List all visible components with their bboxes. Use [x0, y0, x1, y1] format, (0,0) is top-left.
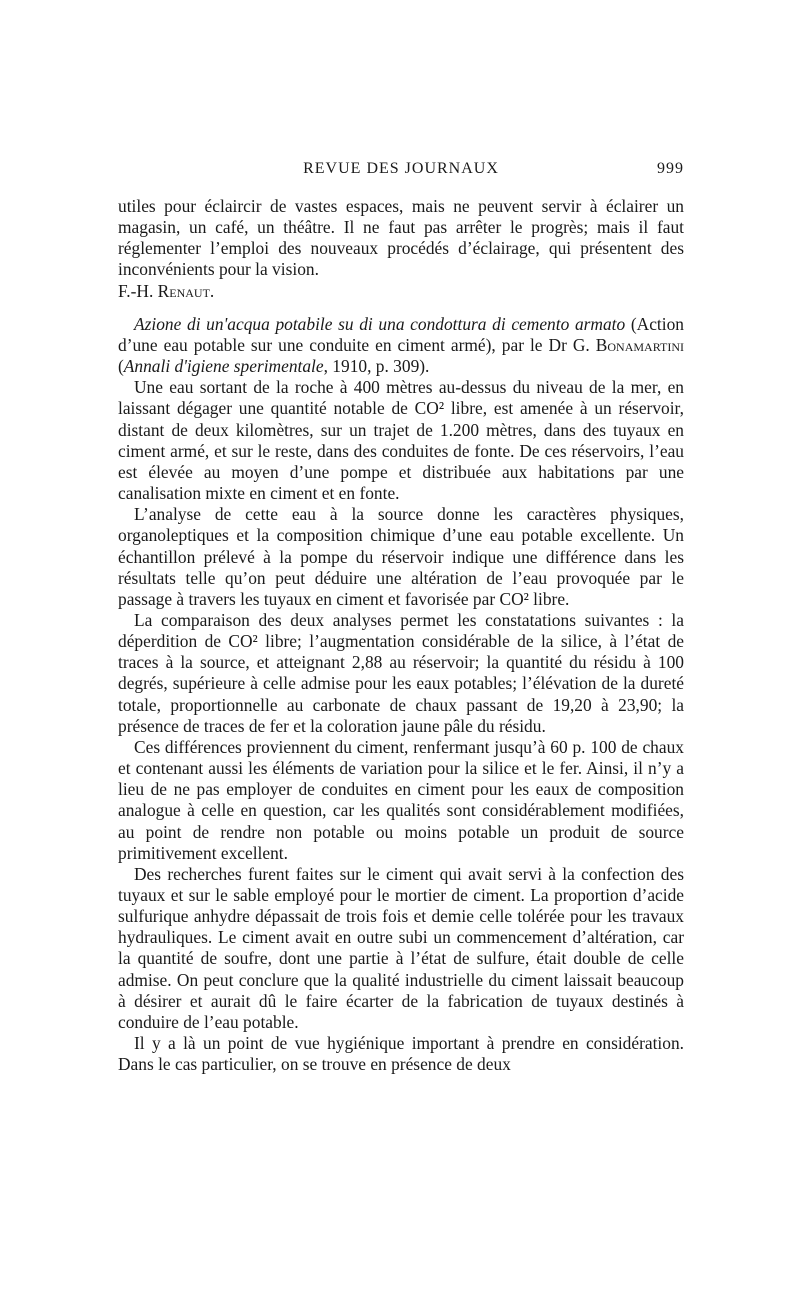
article-title-italian: Azione di un'acqua potabile su di una condottura di cemento armato	[134, 313, 626, 334]
page-body	[118, 196, 684, 1075]
running-title: REVUE DES JOURNAUX	[303, 160, 499, 177]
running-header	[118, 160, 684, 184]
article-author: Bonamartini	[595, 334, 684, 355]
article-title-french: (Action d’une eau potable sur une conduite en ciment armé), par le Dr G.	[118, 313, 684, 355]
page-number: 999	[657, 160, 684, 177]
citation-open: (	[118, 356, 124, 377]
continuation-paragraph: utiles pour éclaircir de vastes espaces, mais ne peuvent servir à éclairer un magasin, un café, un théâtre. Il ne faut pas arrêter le progrès; mais il faut réglementer l’emploi des nouveaux procédés d’éclairage, qui présentent des inconvénients pour la vision.	[118, 196, 684, 280]
body-paragraph: Des recherches furent faites sur le ciment qui avait servi à la confection des tuyaux et sur le sable employé pour le mortier de ciment. La proportion d’acide sulfurique anhydre dépassait de trois fois et demie celle tolérée pour les travaux hydrauliques. Le ciment avait en outre subi un commencement d’altération, car la quantité de soufre, dont une partie à l’état de sulfure, était double de celle admise. On peut conclure que la qualité industrielle du ciment laissait beaucoup à désirer et aurait dû le faire écarter de la fabrication de tuyaux destinés à conduire de l’eau potable.	[118, 863, 684, 1032]
body-paragraph: Une eau sortant de la roche à 400 mètres au-dessus du niveau de la mer, en laissant dégager une quantité notable de CO² libre, est amenée à un réservoir, distant de deux kilomètres, sur un trajet de 1.200 mètres, dans des tuyaux en ciment armé, et sur le reste, dans des conduites de fonte. De ces réservoirs, l’eau est élevée au moyen d’une pompe et distribuée aux habitations par une canalisation mixte en ciment et en fonte.	[118, 377, 684, 504]
journal-name: Annali d'igiene sperimentale	[123, 356, 324, 377]
author-signature: F.-H. Renaut.	[118, 280, 215, 301]
article-heading	[118, 314, 684, 377]
body-paragraph: Ces différences proviennent du ciment, renfermant jusqu’à 60 p. 100 de chaux et contenant aussi les éléments de variation pour la silice et le fer. Ainsi, il n’y a lieu de ne pas employer de conduites en ciment pour les eaux de composition analogue à celle en question, car les qualités sont considérablement modifiées, au point de rendre non potable ou moins potable un produit de source primitivement excellent.	[118, 736, 684, 863]
body-paragraph: Il y a là un point de vue hygiénique important à prendre en considération. Dans le cas particulier, on se trouve en présence de deux	[118, 1033, 684, 1075]
citation-details: , 1910, p. 309).	[323, 356, 430, 377]
body-paragraph: La comparaison des deux analyses permet les constatations suivantes : la déperdition de CO² libre; l’augmentation considérable de la silice, à l’état de traces à la source, et atteignant 2,88 au réservoir; la quantité du résidu à 100 degrés, supérieure à celle admise pour les eaux potables; l’élévation de la dureté totale, proportionnelle au carbonate de chaux passant de 19,20 à 23,90; la présence de traces de fer et la coloration jaune pâle du résidu.	[118, 609, 684, 736]
body-paragraph: L’analyse de cette eau à la source donne les caractères physiques, organoleptiques et la composition chimique d’une eau potable excellente. Un échantillon prélevé à la pompe du réservoir indique une différence dans les résultats telle qu’on peut déduire une altération de l’eau provoquée par le passage à travers les tuyaux en ciment et favorisée par CO² libre.	[118, 504, 684, 609]
